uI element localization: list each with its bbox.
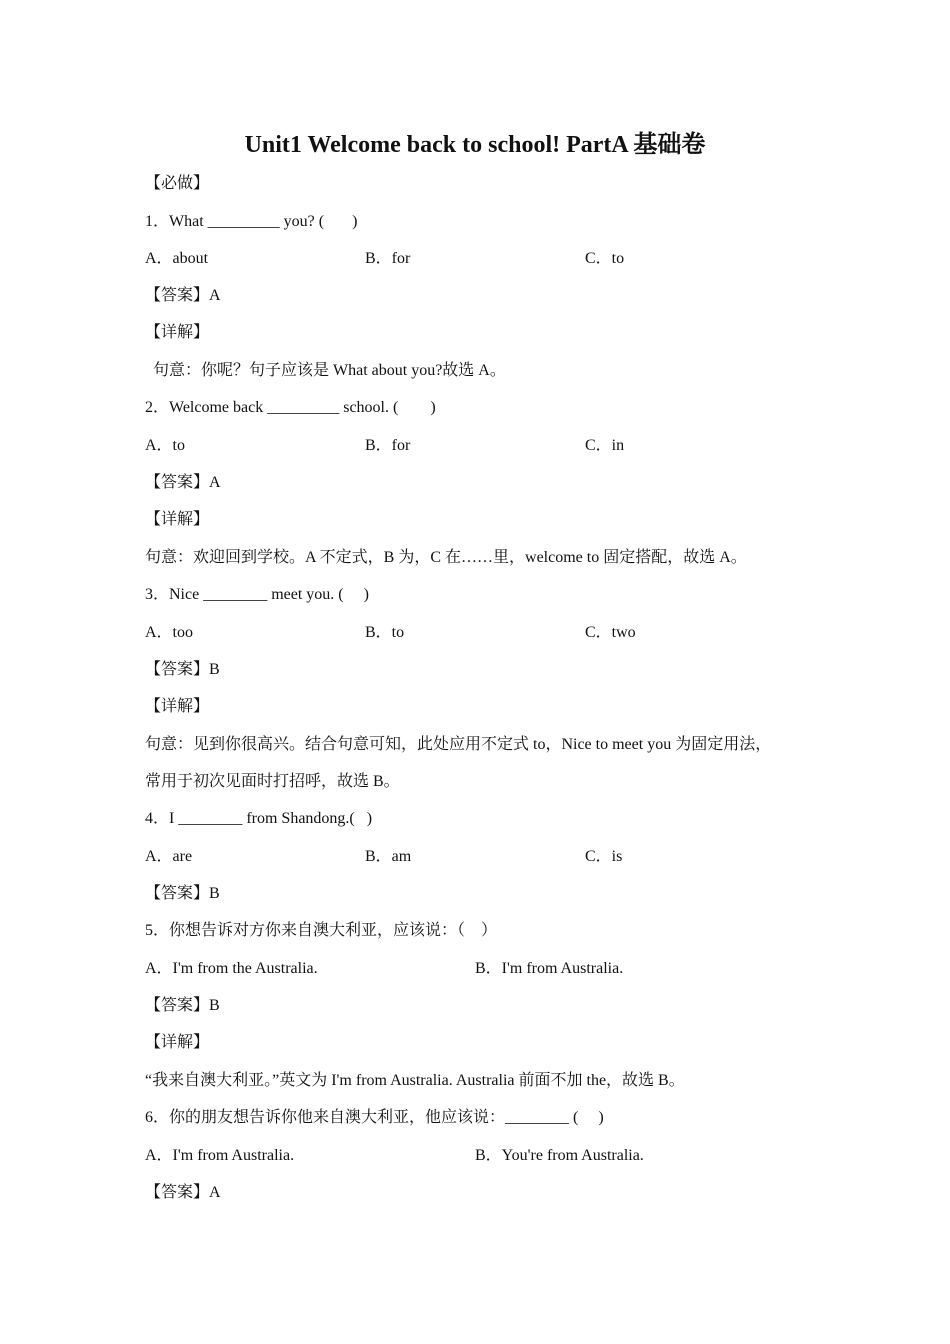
answer-tag: 【答案】 (145, 1184, 210, 1201)
question-4-answer (145, 884, 220, 904)
question-3-option-a: A．too (145, 624, 194, 641)
question-5-detail-tag: 【详解】 (145, 1034, 210, 1051)
question-3-option-c: C．two (585, 624, 636, 641)
question-2-detail-tag: 【详解】 (145, 511, 210, 528)
question-4-option-a: A．are (145, 848, 193, 865)
question-5-detail: “我来自澳大利亚。”英文为 I'm from Australia. Australia 前面不加 the，故选 B。 (145, 1072, 685, 1089)
answer-value: B (209, 661, 220, 678)
document-title: Unit1 Welcome back to school! PartA 基础卷 (244, 132, 706, 158)
answer-value: B (209, 885, 220, 902)
question-3-answer (145, 660, 220, 680)
question-4-option-b: B．am (365, 848, 412, 865)
answer-value: A (209, 474, 221, 491)
question-1-option-b: B．for (365, 250, 411, 267)
answer-tag: 【答案】 (145, 287, 210, 304)
section-label: 【必做】 (145, 175, 210, 192)
question-3-detail-line-1: 句意：见到你很高兴。结合句意可知，此处应用不定式 to，Nice to meet you 为固定用法， (145, 736, 772, 753)
question-3-stem: 3．Nice ________ meet you. ( ) (145, 586, 369, 603)
question-5-answer (145, 996, 220, 1016)
answer-value: B (209, 997, 220, 1014)
question-1-answer (145, 286, 221, 306)
question-3-detail-line-2: 常用于初次见面时打招呼，故选 B。 (145, 773, 400, 790)
question-3-option-b: B．to (365, 624, 405, 641)
question-4-option-c: C．is (585, 848, 623, 865)
question-6-answer (145, 1183, 221, 1203)
question-1-option-c: C．to (585, 250, 625, 267)
question-3-detail-tag: 【详解】 (145, 698, 210, 715)
question-2-option-b: B．for (365, 437, 411, 454)
question-1-detail: 句意：你呢？句子应该是 What about you?故选 A。 (153, 362, 506, 379)
question-1-detail-tag: 【详解】 (145, 324, 210, 341)
question-4-stem: 4．I ________ from Shandong.( ) (145, 810, 373, 827)
answer-tag: 【答案】 (145, 661, 210, 678)
question-2-stem: 2．Welcome back _________ school. ( ) (145, 399, 436, 416)
answer-value: A (209, 287, 221, 304)
question-1-stem: 1．What _________ you? ( ) (145, 213, 358, 230)
question-2-option-c: C．in (585, 437, 625, 454)
answer-value: A (209, 1184, 221, 1201)
question-6-stem: 6．你的朋友想告诉你他来自澳大利亚，他应该说：________ ( ) (145, 1109, 604, 1126)
answer-tag: 【答案】 (145, 997, 210, 1014)
answer-tag: 【答案】 (145, 885, 210, 902)
question-2-answer (145, 473, 221, 493)
question-6-option-b: B．You're from Australia. (475, 1147, 644, 1164)
question-1-option-a: A．about (145, 250, 209, 267)
answer-tag: 【答案】 (145, 474, 210, 491)
question-2-detail: 句意：欢迎回到学校。A 不定式，B 为，C 在……里，welcome to 固定搭配，故选 A。 (145, 549, 747, 566)
question-5-option-b: B．I'm from Australia. (475, 960, 624, 977)
question-5-stem: 5．你想告诉对方你来自澳大利亚，应该说：（ ） (145, 922, 498, 939)
question-5-option-a: A．I'm from the Australia. (145, 960, 318, 977)
question-6-option-a: A．I'm from Australia. (145, 1147, 295, 1164)
question-2-option-a: A．to (145, 437, 186, 454)
